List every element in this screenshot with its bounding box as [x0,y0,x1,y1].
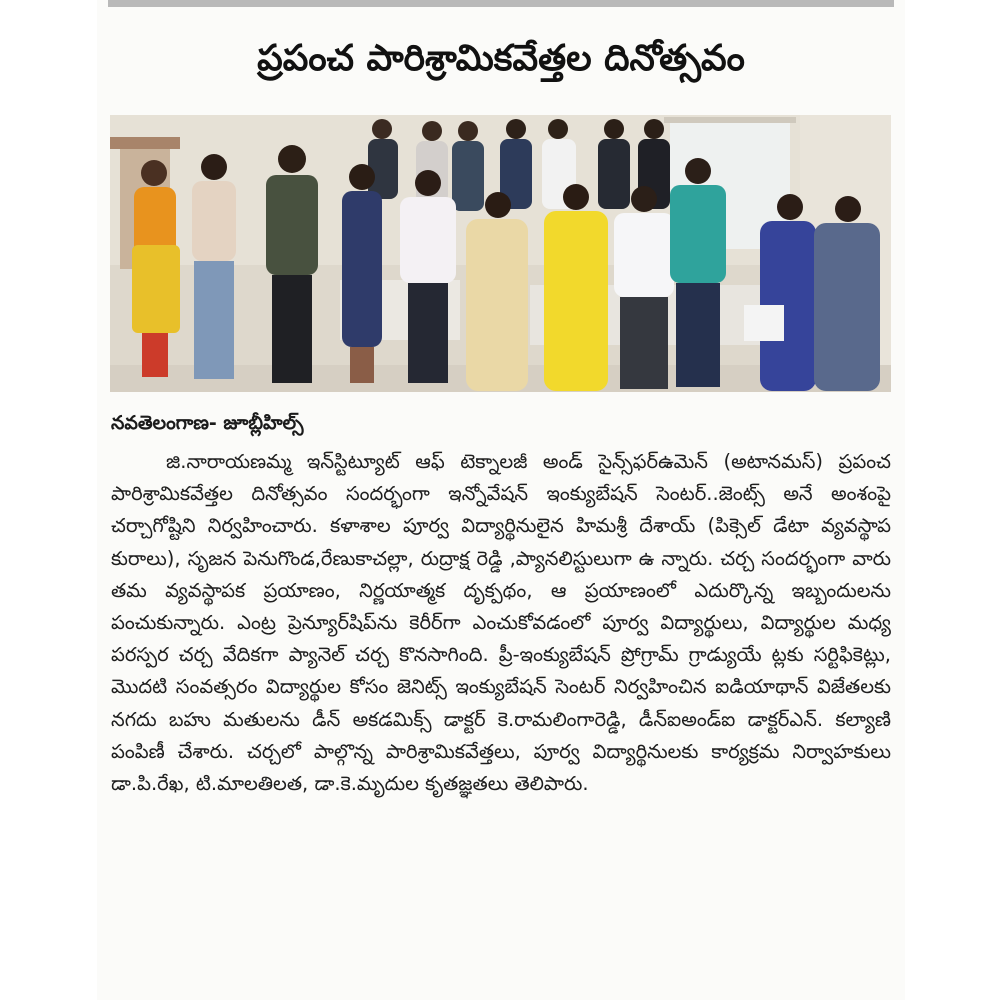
headline: ప్రపంచ పారిశ్రామికవేత్తల దినోత్సవం [257,38,745,79]
top-rule [108,0,894,7]
article-body: జి.నారాయణమ్మ ఇన్‌స్టిట్యూట్ ఆఫ్ టెక్నాలజీ అండ్ సైన్స్‌ఫర్‌ఉమెన్ (అటానమస్) ప్రపంచ పారిశ్రామికవేత్తల దినోత్సవం సందర్భంగా ఇన్నోవేషన్ ఇంక్యుబేషన్ సెంటర్..జెంట్స్ అనే అంశంపై చర్చాగోష్టిని నిర్వహించారు. కళాశాల పూర్వ విద్యార్థినులైన హిమశ్రీ దేశాయ్ (పిక్సెల్ డేటా వ్యవస్థాప కురాలు), సృజన పెనుగొండ,రేణుకాచల్లా, రుద్రాక్ష రెడ్డి ,ప్యానలిస్టులుగా ఉ న్నారు. చర్చ సందర్భంగా వారు తమ వ్యవస్థాపక ప్రయాణం, నిర్ణయాత్మక దృక్పథం, ఆ ప్రయాణంలో ఎదుర్కొన్న ఇబ్బందులను పంచుకున్నారు. ఎంట్ర ప్రెన్యూర్‌షిప్‌ను కెరీర్‌గా ఎంచుకోవడంలో పూర్వ విద్యార్థులు, విద్యార్థుల మధ్య పరస్పర చర్చ వేదికగా ప్యానెల్ చర్చ కొనసాగింది. ప్రీ-ఇంక్యుబేషన్ ప్రోగ్రామ్ గ్రాడ్యుయే ట్లకు సర్టిఫికెట్లు, మొదటి సంవత్సరం విద్యార్థుల కోసం జెనిట్స్ ఇంక్యుబేషన్ సెంటర్ నిర్వహించిన ఐడియాథాన్ విజేతలకు నగదు బహు మతులను డీన్ అకడమిక్స్ డాక్టర్ కె.రామలింగారెడ్డి, డీన్‌ఐఅండ్‌ఐ డాక్టర్‌ఎన్. కల్యాణి పంపిణీ చేశారు. చర్చలో పాల్గొన్న పారిశ్రామికవేత్తలు, పూర్వ విద్యార్థినులకు కార్యక్రమ నిర్వాహకులు డా.పి.రేఖ, టి.మాలతిలత, డా.కె.మృదుల కృతజ్ఞతలు తెలిపారు. [111,450,891,796]
dateline: నవతెలంగాణ- జూబ్లీహిల్స్ [111,412,304,434]
group-photo [110,115,891,392]
